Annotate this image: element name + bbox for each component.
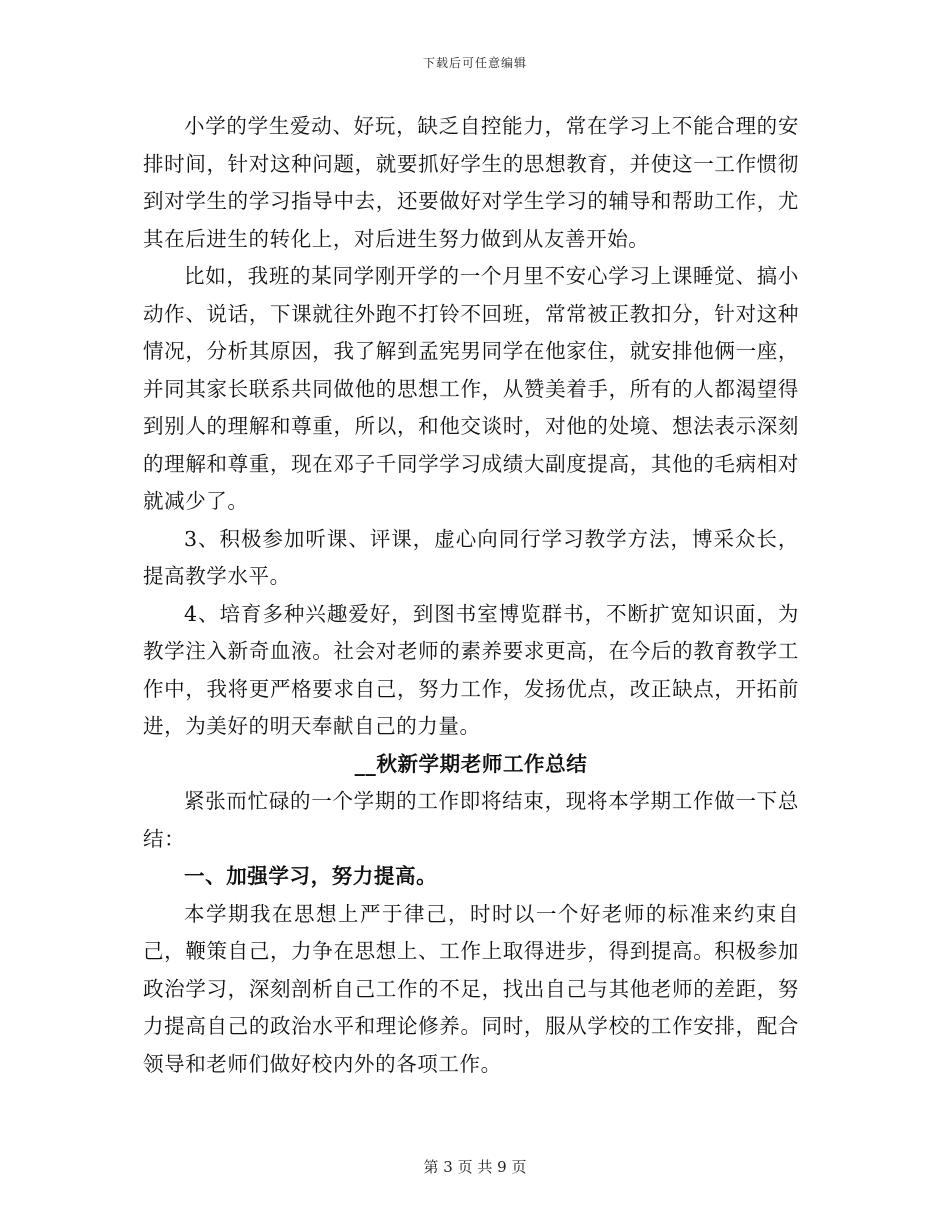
paragraph-item-4: 4、培育多种兴趣爱好，到图书室博览群书，不断扩宽知识面，为教学注入新奇血液。社会对老师的素养要求更高，在今后的教育教学工作中，我将更严格要求自己，努力工作，发扬优点，改正缺点，开拓前进，为美好的明天奉献自己的力量。 — [143, 601, 799, 738]
paragraph-example-student: 比如，我班的某同学刚开学的一个月里不安心学习上课睡觉、搞小动作、说话，下课就往外跑不打铃不回班，常常被正教扣分，针对这种情况，分析其原因，我了解到孟宪男同学在他家住，就安排他俩一座，并同其家长联系共同做他的思想工作，从赞美着手，所有的人都渴望得到别人的理解和尊重，所以，和他交谈时，对他的处境、想法表示深刻的理解和尊重，现在邓子千同学学习成绩大副度提高，其他的毛病相对就减少了。 — [143, 264, 799, 513]
document-body — [143, 108, 799, 1083]
page-header: 下载后可任意编辑 — [422, 56, 527, 70]
paragraph-intro: 紧张而忙碌的一个学期的工作即将结束，现将本学期工作做一下总结： — [143, 789, 799, 851]
page-number-footer: 第 3 页 共 9 页 — [423, 1158, 527, 1176]
paragraph-student-guidance: 小学的学生爱动、好玩，缺乏自控能力，常在学习上不能合理的安排时间，针对这种问题，就要抓好学生的思想教育，并使这一工作惯彻到对学生的学习指导中去，还要做好对学生学习的辅导和帮助工作，尤其在后进生的转化上，对后进生努力做到从友善开始。 — [143, 114, 799, 251]
paragraph-item-3: 3、积极参加听课、评课，虚心向同行学习教学方法，博采众长，提高教学水平。 — [143, 526, 799, 588]
section-heading: 一、加强学习，努力提高。 — [184, 864, 438, 888]
document-title: __秋新学期老师工作总结 — [354, 751, 588, 776]
paragraph-section-body: 本学期我在思想上严于律己，时时以一个好老师的标准来约束自己，鞭策自己，力争在思想上、工作上取得进步，得到提高。积极参加政治学习，深刻剖析自己工作的不足，找出自己与其他老师的差距，努力提高自己的政治水平和理论修养。同时，服从学校的工作安排，配合领导和老师们做好校内外的各项工作。 — [143, 901, 799, 1076]
